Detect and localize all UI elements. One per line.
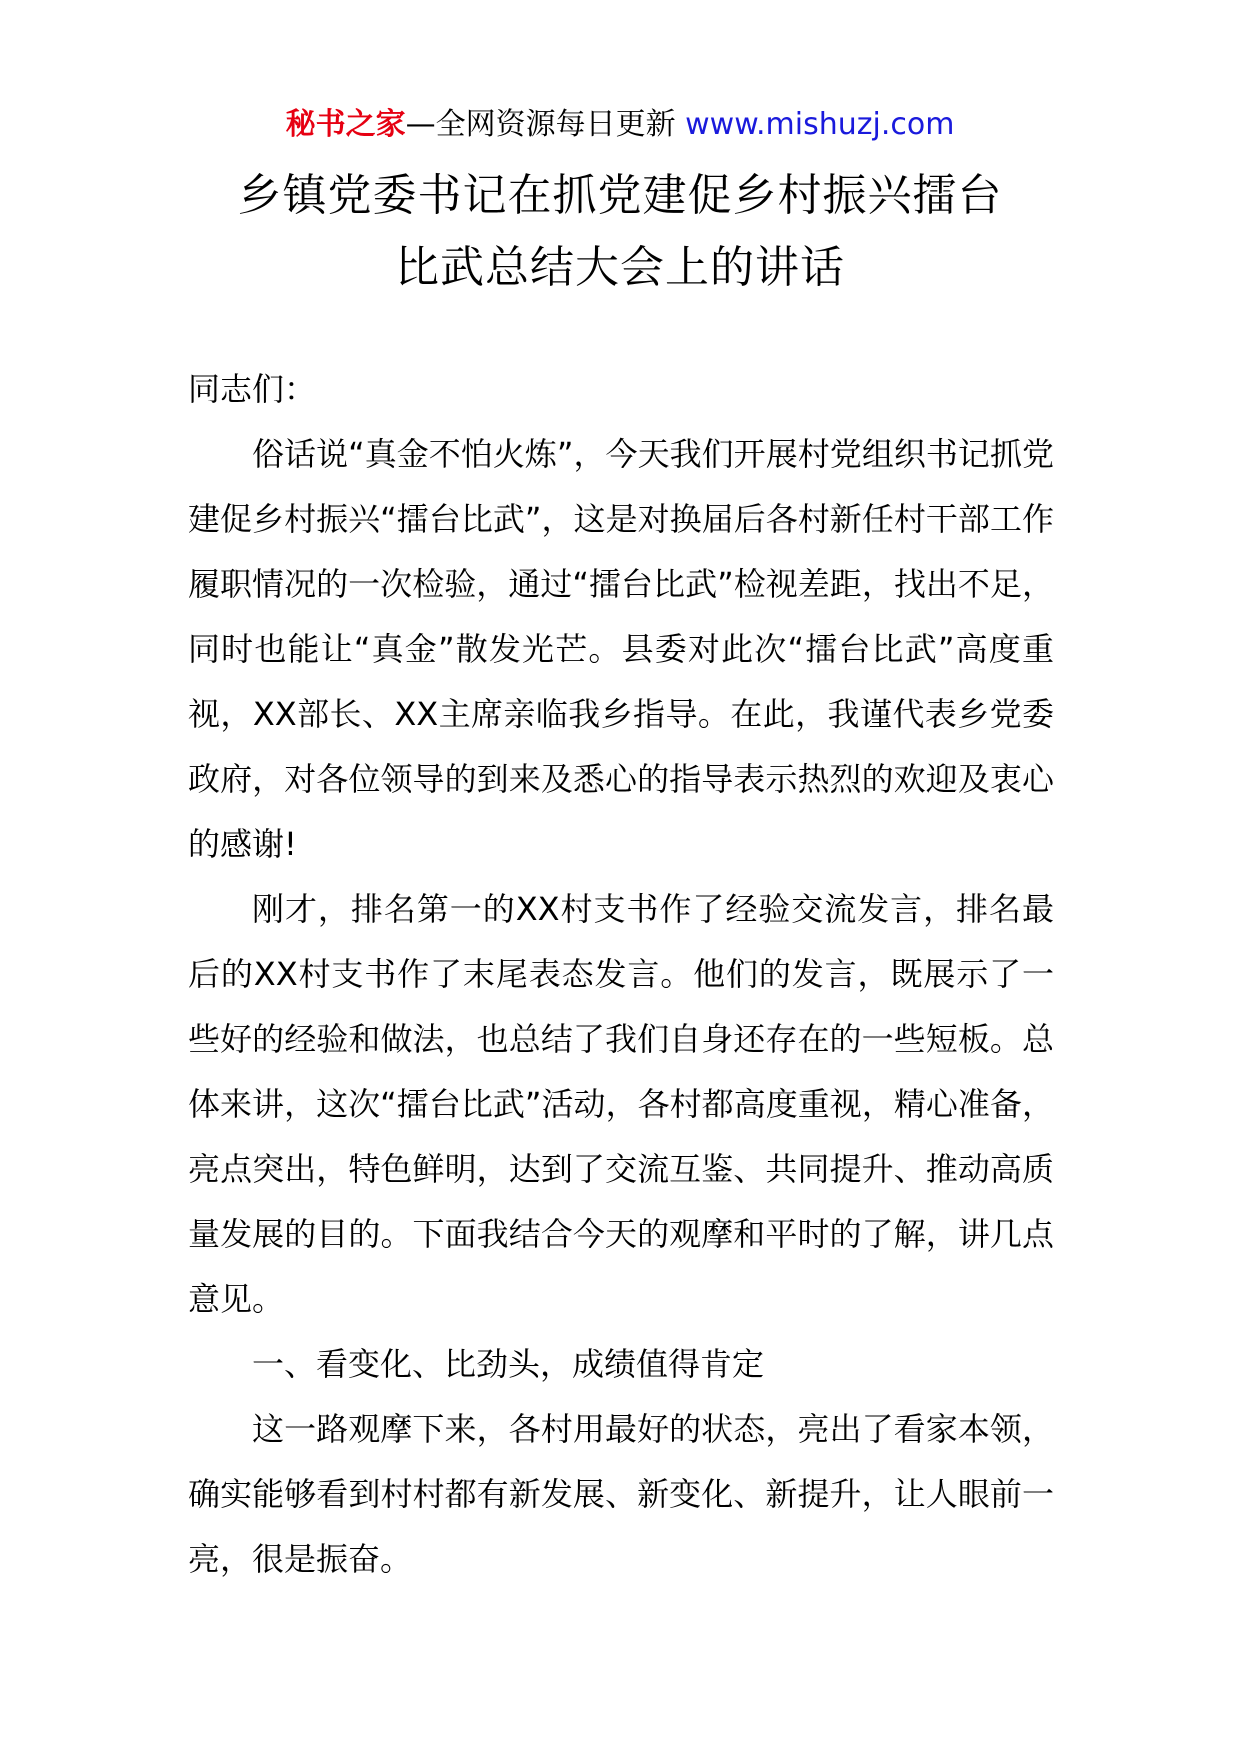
salutation: 同志们： <box>188 370 317 408</box>
paragraph-summary: 刚才，排名第一的XX村支书作了经验交流发言，排名最后的XX村支书作了末尾表态发言。他们的发言，既展示了一些好的经验和做法，也总结了我们自身还存在的一些短板。总体来讲，这次“擂台比武”活动，各村都高度重视，精心准备，亮点突出，特色鲜明，达到了交流互鉴、共同提升、推动高质量发展的目的。下面我结合今天的观摩和平时的了解，讲几点意见。 <box>188 890 1054 1318</box>
section-heading-1: 一、看变化、比劲头，成绩值得肯定 <box>252 1345 765 1383</box>
document-body <box>188 357 1054 1592</box>
site-header <box>0 100 1240 150</box>
paragraph-opening: 俗话说“真金不怕火炼”，今天我们开展村党组织书记抓党建促乡村振兴“擂台比武”，这是对换届后各村新任村干部工作履职情况的一次检验，通过“擂台比武”检视差距，找出不足，同时也能让“真金”散发光芒。县委对此次“擂台比武”高度重视，XX部长、XX主席亲临我乡指导。在此，我谨代表乡党委政府，对各位领导的到来及悉心的指导表示热烈的欢迎及衷心的感谢! <box>188 435 1054 863</box>
title-line-2: 比武总结大会上的讲话 <box>395 242 845 293</box>
brand-name: 秘书之家 <box>285 107 406 142</box>
header-tagline: —全网资源每日更新 <box>405 107 676 142</box>
document-title <box>0 160 1240 304</box>
section-1-paragraph: 这一路观摩下来，各村用最好的状态，亮出了看家本领，确实能够看到村村都有新发展、新变化、新提升，让人眼前一亮，很是振奋。 <box>188 1410 1054 1578</box>
site-url-link[interactable]: www.mishuzj.com <box>685 107 955 142</box>
title-line-1: 乡镇党委书记在抓党建促乡村振兴擂台 <box>237 170 1003 221</box>
